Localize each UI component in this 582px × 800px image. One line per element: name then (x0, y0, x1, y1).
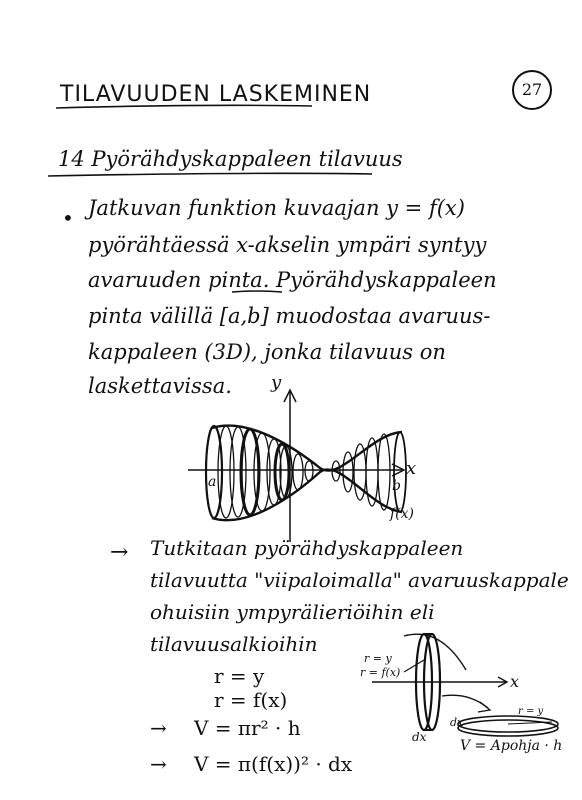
formula-r-y: r = y (214, 664, 265, 688)
fig2-r-small: r = y (518, 706, 544, 717)
fig2-r-eq-fx: r = f(x) (360, 666, 401, 679)
page-number-circle: 27 (512, 70, 552, 110)
fig2-volume-label: V = Apohja · h (460, 738, 563, 754)
fig2-x-label: x (510, 672, 520, 691)
bullet-icon: • (62, 206, 74, 230)
arrow-icon: → (150, 716, 167, 740)
fig1-f-label: f(x) (390, 506, 415, 522)
paragraph-line-3: avaruuden pinta. Pyörähdyskappaleen (88, 268, 497, 292)
fig1-b-label: b (392, 478, 401, 494)
arrow-icon: → (150, 752, 167, 776)
sub-line-1: Tutkitaan pyörähdyskappaleen (150, 536, 464, 560)
fig1-a-label: a (208, 474, 217, 490)
formula-r-fx: r = f(x) (214, 688, 288, 712)
formula-volume-slice: V = π(f(x))² · dx (194, 752, 353, 776)
paragraph-line-6: laskettavissa. (88, 374, 232, 398)
sub-line-2: tilavuutta "viipaloimalla" avaruuskappale (150, 568, 569, 592)
arrow-icon: → (110, 540, 129, 565)
fig2-r-eq-y: r = y (364, 652, 392, 665)
sub-line-4: tilavuusalkioihin (150, 632, 318, 656)
fig2-dx-label: dx (412, 730, 427, 744)
page-title: TILAVUUDEN LASKEMINEN (60, 82, 372, 107)
paragraph-line-5: kappaleen (3D), jonka tilavuus on (88, 340, 446, 364)
paragraph-line-2: pyörähtäessä x-akselin ympäri syntyy (88, 233, 487, 257)
formula-volume-cylinder: V = πr² · h (194, 716, 301, 740)
paragraph-line-4: pinta välillä [a,b] muodostaa avaruus- (88, 304, 491, 328)
sub-line-3: ohuisiin ympyrälieriöihin eli (150, 600, 435, 624)
fig1-x-label: x (406, 458, 417, 479)
fig1-y-label: y (271, 372, 282, 393)
section-heading: 14 Pyörähdyskappaleen tilavuus (58, 147, 403, 171)
fig2-dx-label-disk: dx (450, 716, 464, 729)
paragraph-line-1: Jatkuvan funktion kuvaajan y = f(x) (88, 196, 465, 220)
